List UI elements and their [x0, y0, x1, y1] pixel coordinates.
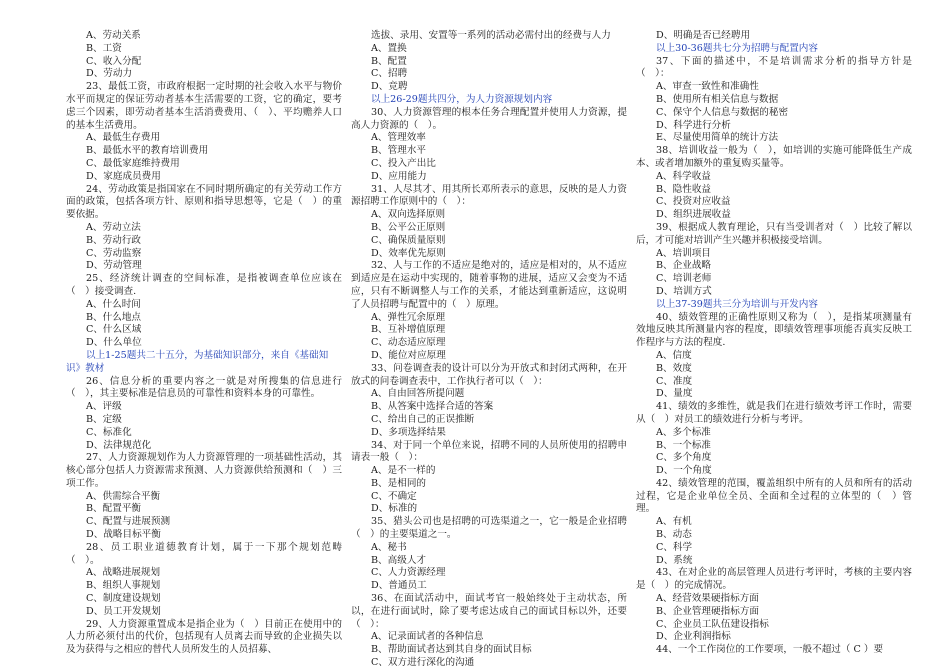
answer-option: C、双方进行深化的沟通 — [371, 657, 475, 669]
answer-option: C、确保质量原则 — [371, 234, 446, 246]
answer-option: A、战略进展规划 — [86, 567, 161, 579]
answer-option: B、配置 — [371, 55, 407, 67]
answer-option: A、审查一致性和准确性 — [656, 81, 759, 93]
answer-option: C、保守个人信息与数据的秘密 — [656, 106, 789, 118]
answer-option: D、应用能力 — [371, 170, 427, 182]
answer-option: B、工资 — [86, 42, 122, 54]
answer-option: C、多个角度 — [656, 452, 712, 464]
answer-option: C、收入分配 — [86, 55, 142, 67]
answer-option: B、动态 — [656, 529, 692, 541]
answer-option: A、劳动立法 — [86, 221, 141, 233]
answer-option: B、管理水平 — [371, 145, 427, 157]
answer-option: C、动态适应原理 — [371, 337, 446, 349]
answer-option: C、制度建设规划 — [86, 593, 161, 605]
question-text: 43、在对企业的高层管理人员进行考评时，考核的主要内容是（ ）的完成情况。 — [636, 567, 912, 592]
answer-option: C、投入产出比 — [371, 157, 436, 169]
answer-option: A、多个标准 — [656, 426, 711, 438]
section-note: 以上37-39题共三分为培训与开发内容 — [656, 298, 818, 310]
question-text: 42、绩效管理的范围，覆盖组织中所有的人员和所有的活动过程，它是企业单位全员、全面和全过程的立体型的（ ）管理。 — [636, 477, 912, 515]
answer-option: D、普通员工 — [371, 580, 427, 592]
section-note: 以上30-36题共七分为招聘与配置内容 — [656, 42, 818, 54]
answer-option: D、法律规范化 — [86, 439, 152, 451]
answer-option: D、科学进行分析 — [656, 119, 731, 131]
answer-option: D、竞聘 — [371, 81, 408, 93]
question-text: 选拔、录用、安置等一系列的活动必需付出的经费与人力 — [371, 30, 611, 41]
answer-option: D、效率优先原则 — [371, 247, 446, 259]
answer-option: D、量度 — [656, 388, 693, 400]
column-right — [636, 30, 912, 657]
answer-option: C、人力资源经理 — [371, 567, 446, 579]
answer-option: C、科学 — [656, 541, 693, 553]
answer-option: D、劳动管理 — [86, 260, 142, 272]
answer-option: C、企业员工队伍建设指标 — [656, 618, 769, 630]
answer-option: C、最低家庭维持费用 — [86, 157, 180, 169]
answer-option: C、招聘 — [371, 68, 408, 80]
answer-option: B、企业战略 — [656, 260, 712, 272]
answer-option: B、高级人才 — [371, 554, 427, 566]
answer-option: B、使用所有相关信息与数据 — [656, 93, 779, 105]
answer-option: A、弹性冗余原理 — [371, 311, 446, 323]
answer-option: B、公平公正原则 — [371, 221, 446, 233]
answer-option: A、劳动关系 — [86, 30, 141, 41]
answer-option: A、秘书 — [371, 541, 407, 553]
answer-option: A、置换 — [371, 42, 407, 54]
answer-option: A、信度 — [656, 349, 692, 361]
answer-option: A、什么时间 — [86, 298, 141, 310]
question-text: 28、员工职业道德教育计划，属于一下那个规划范畴（ ）。 — [66, 541, 342, 566]
question-text: 39、根据成人教育理论，只有当受训者对（ ）比较了解以后，才可能对培训产生兴趣并积极接受培训。 — [636, 221, 912, 246]
section-note: 以上1-25题共二十五分，为基础知识部分，来自《基础知识》教材 — [66, 349, 329, 374]
answer-option: A、有机 — [656, 516, 692, 528]
answer-option: A、供需综合平衡 — [86, 490, 161, 502]
answer-option: D、明确是否已经聘用 — [656, 30, 751, 41]
answer-option: D、多项选择结果 — [371, 426, 446, 438]
answer-option: B、什么地点 — [86, 311, 142, 323]
answer-option: D、培训方式 — [656, 285, 712, 297]
question-text: 35、猎头公司也是招聘的可选渠道之一，它一般是企业招聘（ ）的主要渠道之一。 — [351, 516, 627, 541]
answer-option: B、组织人事规划 — [86, 580, 161, 592]
question-text: 27、人力资源规划作为人力资源管理的一项基础性活动，其核心部分包括人力资源需求预测、人力资源供给预测和（ ）三项工作。 — [66, 452, 342, 489]
answer-option: B、一个标准 — [656, 439, 712, 451]
answer-option: D、战略目标平衡 — [86, 529, 161, 541]
answer-option: B、隐性收益 — [656, 183, 712, 195]
question-text: 29、人力资源重置成本是指企业为（ ）目前正在使用中的人力所必须付出的代价，包括现有人员离去而导致的企业损失以及为获得与之相应的替代人员所发生的人员招募、 — [66, 618, 342, 656]
answer-option: B、配置平衡 — [86, 503, 142, 515]
answer-option: D、员工开发规划 — [86, 605, 161, 617]
answer-option: A、经营效果硬指标方面 — [656, 593, 759, 605]
answer-option: A、最低生存费用 — [86, 132, 161, 144]
answer-option: A、自由回答所提问题 — [371, 388, 465, 400]
column-left — [66, 30, 342, 657]
section-note: 以上26-29题共四分，为人力资源规划内容 — [371, 93, 553, 105]
answer-option: C、给出自己的正误推断 — [371, 413, 475, 425]
question-text: 37、下面的描述中，不是培训需求分析的指导方针是（ ）： — [636, 55, 912, 80]
answer-option: B、定级 — [86, 413, 122, 425]
answer-option: B、最低水平的教育培训费用 — [86, 145, 209, 157]
answer-option: C、培训老师 — [656, 273, 712, 285]
answer-option: C、标准化 — [86, 426, 132, 438]
question-text: 41、绩效的多维性，就是我们在进行绩效考评工作时，需要从（ ）对员工的绩效进行分析与考评。 — [636, 401, 912, 425]
question-text: 24、劳动政策是指国家在不同时期所确定的有关劳动工作方面的政策，包括各项方针、原则和指导思想等，它是（ ）的重要依据。 — [66, 183, 342, 221]
answer-option: C、不确定 — [371, 490, 417, 502]
answer-option: D、劳动力 — [86, 68, 133, 80]
answer-option: C、劳动监察 — [86, 247, 142, 259]
answer-option: A、记录面试者的各种信息 — [371, 631, 484, 643]
question-text: 40、绩效管理的正确性原则又称为（ ），是指某项测量有效地反映其所测量内容的程度，即绩效管理事项能否真实反映工作程序与方法的程度. — [636, 311, 912, 349]
question-text: 25、经济统计调查的空间标准，是指被调查单位应该在（ ）接受调查. — [66, 273, 342, 297]
answer-option: A、评级 — [86, 401, 122, 413]
answer-option: E、尽量使用简单的统计方法 — [656, 132, 779, 144]
question-text: 44、一个工作岗位的工作要项，一般不超过（ C ）要 — [656, 644, 884, 656]
answer-option: D、什么单位 — [86, 337, 142, 349]
question-text: 26、信息分析的重要内容之一就是对所搜集的信息进行（ ），其主要标准是信息员的可靠性和资料本身的可靠性。 — [66, 375, 342, 400]
answer-option: B、从答案中选择合适的答案 — [371, 401, 494, 413]
question-text: 23、最低工资，市政府根据一定时期的社会收入水平与物价水平而规定的保证劳动者基本生活需要的工资，它的确定，要考虑三个因素，即劳动者基本生活消费费用、（ ）、平均赡养人口的基本生活费用。 — [66, 81, 342, 131]
answer-option: C、准度 — [656, 375, 693, 387]
answer-option: C、配置与进展预测 — [86, 516, 171, 528]
answer-option: C、什么区域 — [86, 324, 142, 336]
answer-option: C、投资对应收益 — [656, 196, 731, 208]
answer-option: D、一个角度 — [656, 465, 712, 477]
question-text: 34、对于同一个单位来说，招聘不同的人员所使用的招聘申请表一般（ ）： — [351, 439, 627, 464]
answer-option: A、管理效率 — [371, 132, 426, 144]
answer-option: D、系统 — [656, 554, 693, 566]
question-text: 31、人尽其才、用其所长邓所表示的意思，反映的是人力资源招聘工作原则中的（ ）： — [351, 183, 627, 208]
answer-option: A、科学收益 — [656, 170, 711, 182]
question-text: 38、培训收益一般为（ ），如培训的实施可能降低生产成本、或者增加额外的重复购买量等。 — [636, 145, 912, 169]
answer-option: A、双向选择原则 — [371, 209, 446, 221]
column-middle — [351, 30, 627, 670]
answer-option: A、培训项目 — [656, 247, 711, 259]
answer-option: D、企业利润指标 — [656, 631, 731, 643]
answer-option: B、效度 — [656, 362, 692, 374]
question-text: 30、人力资源管理的根本任务合理配置并使用人力资源，提高人力资源的（ ）。 — [351, 106, 627, 131]
answer-option: B、劳动行政 — [86, 234, 142, 246]
answer-option: B、是相同的 — [371, 477, 427, 489]
question-text: 32、人与工作的不适应是绝对的，适应是相对的，从不适应到适应是在运动中实现的，随着事物的进展，适应又会变为不适应，只有不断调整人与工作的关系，才能达到重新适应，这说明了人员招聘与配置中的（ ）原理。 — [351, 260, 627, 310]
question-text: 33、问卷调查表的设计可以分为开放式和封闭式两种，在开放式的问卷调查表中，工作执行者可以（ ）： — [351, 362, 627, 387]
answer-option: D、家庭成员费用 — [86, 170, 161, 182]
answer-option: B、帮助面试者达到其自身的面试目标 — [371, 644, 532, 656]
question-text: 36、在面试活动中，面试考官一般始终处于主动状态，所以，在进行面试时，除了要考虑达成自己的面试目标以外，还要（ ）： — [351, 593, 627, 630]
answer-option: B、企业管理硬指标方面 — [656, 605, 759, 617]
answer-option: A、是不一样的 — [371, 465, 436, 477]
answer-option: D、标准的 — [371, 503, 418, 515]
answer-option: D、组织进展收益 — [656, 209, 731, 221]
answer-option: B、互补增值原理 — [371, 324, 446, 336]
answer-option: D、能位对应原理 — [371, 349, 446, 361]
